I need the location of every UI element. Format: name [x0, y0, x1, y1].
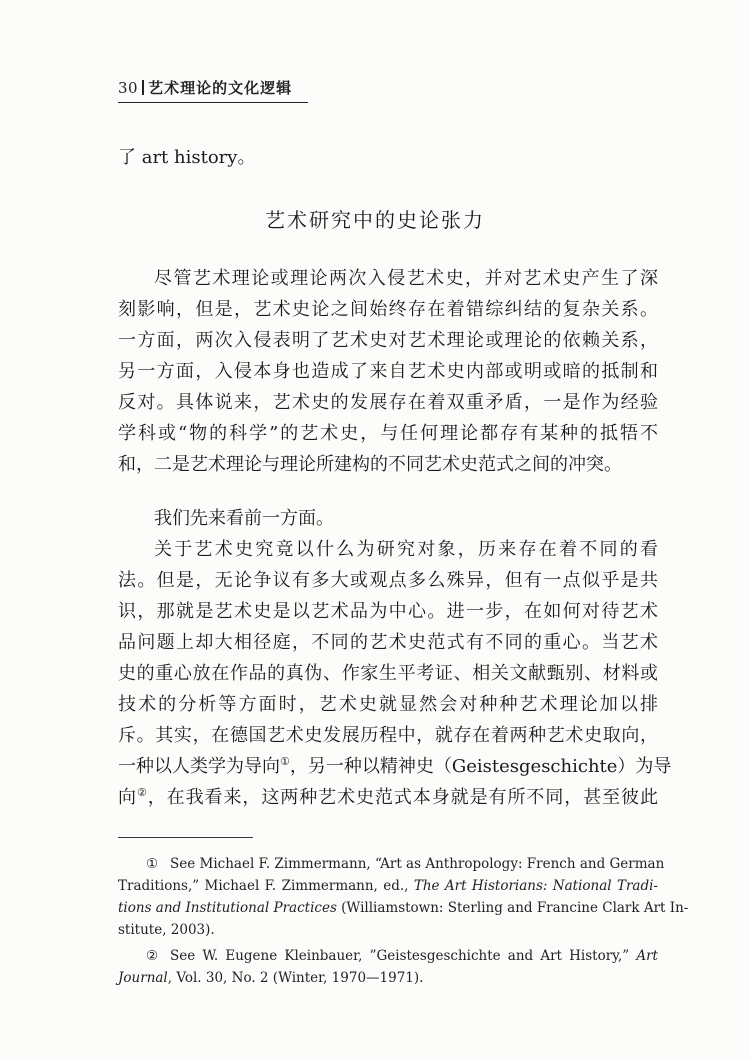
italic-run: tions and Institutional Practices	[118, 900, 337, 916]
page-number: 30	[118, 79, 139, 97]
footnote-rule	[118, 837, 253, 838]
footnote-ref-2[interactable]: ②	[136, 786, 148, 799]
paragraph-line: 一方面，两次入侵表明了艺术史对艺术理论或理论的依赖关系，	[118, 330, 658, 351]
paragraph-line: 技术的分析等方面时，艺术史就显然会对种种艺术理论加以排	[118, 694, 658, 715]
footnote-line	[118, 945, 658, 967]
paragraph-line: 尽管艺术理论或理论两次入侵艺术史，并对艺术史产生了深	[154, 268, 658, 289]
text-run: (Williamstown: Sterling and Francine Clark Art In-	[336, 900, 689, 916]
text-run: See Michael F. Zimmermann, “Art as Anthropology: French and German	[170, 856, 665, 872]
italic-run: The Art Historians: National Tradi-	[413, 878, 658, 894]
paragraph-line: 另一方面，入侵本身也造成了来自艺术史内部或明或暗的抵制和	[118, 361, 658, 382]
footnote-line: stitute, 2003).	[118, 922, 215, 938]
paragraph-line: 识，那就是艺术史是以艺术品为中心。进一步，在如何对待艺术	[118, 601, 658, 622]
italic-run: Art	[636, 948, 658, 964]
paragraph-line	[118, 782, 658, 813]
running-header	[118, 78, 308, 98]
paragraph-line: 学科或“物的科学”的艺术史，与任何理论都存有某种的抵牾不	[118, 423, 658, 444]
paragraph-line: 斥。其实，在德国艺术史发展历程中，就存在着两种艺术史取向，	[118, 725, 658, 746]
text-run: ，在我看来，这两种艺术史范式本身就是有所不同，甚至彼此	[147, 787, 658, 808]
paragraph-line: 反对。具体说来，艺术史的发展存在着双重矛盾，一是作为经验	[118, 392, 658, 413]
paragraph-line: 和，二是艺术理论与理论所建构的不同艺术史范式之间的冲突。	[118, 454, 622, 475]
book-title: 艺术理论的文化逻辑	[148, 79, 293, 97]
footnote-line	[118, 875, 658, 897]
footnote-line	[118, 967, 658, 989]
paragraph-line: 关于艺术史究竟以什么为研究对象，历来存在着不同的看	[154, 539, 658, 560]
footnote-mark: ②	[146, 948, 159, 964]
italic-run: Journal	[118, 970, 168, 986]
footnote-ref-1[interactable]: ①	[280, 755, 290, 768]
text-run: , Vol. 30, No. 2 (Winter, 1970—1971).	[167, 970, 424, 986]
footnote-1	[118, 853, 689, 941]
text-run: 一种以人类学为导向	[118, 756, 280, 777]
paragraph-line: 刻影响，但是，艺术史论之间始终存在着错综纠结的复杂关系。	[118, 299, 658, 320]
text-run: 向	[118, 787, 137, 808]
footnote-line	[118, 853, 665, 875]
paragraph-line: 法。但是，无论争议有多大或观点多么殊异，但有一点似乎是共	[118, 570, 658, 591]
text-run: ，另一种以精神史（Geistesgeschichte）为导	[289, 756, 672, 777]
paragraph-2	[118, 503, 658, 534]
paragraph-3	[118, 534, 672, 813]
text-run: See W. Eugene Kleinbauer, ”Geistesgeschichte and Art History,”	[170, 948, 637, 964]
header-separator	[142, 80, 144, 95]
paragraph-line: 品问题上却大相径庭，不同的艺术史范式有不同的重心。当艺术	[118, 632, 658, 653]
section-title: 艺术研究中的史论张力	[265, 208, 485, 232]
paragraph-line	[118, 751, 672, 782]
paragraph-line: 我们先来看前一方面。	[154, 508, 334, 529]
header-rule	[118, 102, 308, 103]
paragraph-1	[118, 263, 658, 480]
paragraph-line: 史的重心放在作品的真伪、作家生平考证、相关文献甄别、材料或	[118, 663, 658, 684]
text-run: Traditions,” Michael F. Zimmermann, ed.,	[118, 878, 414, 894]
footnote-2	[118, 945, 658, 989]
lead-line: 了 art history。	[118, 147, 256, 168]
footnote-line	[118, 897, 689, 919]
footnote-mark: ①	[146, 856, 159, 872]
